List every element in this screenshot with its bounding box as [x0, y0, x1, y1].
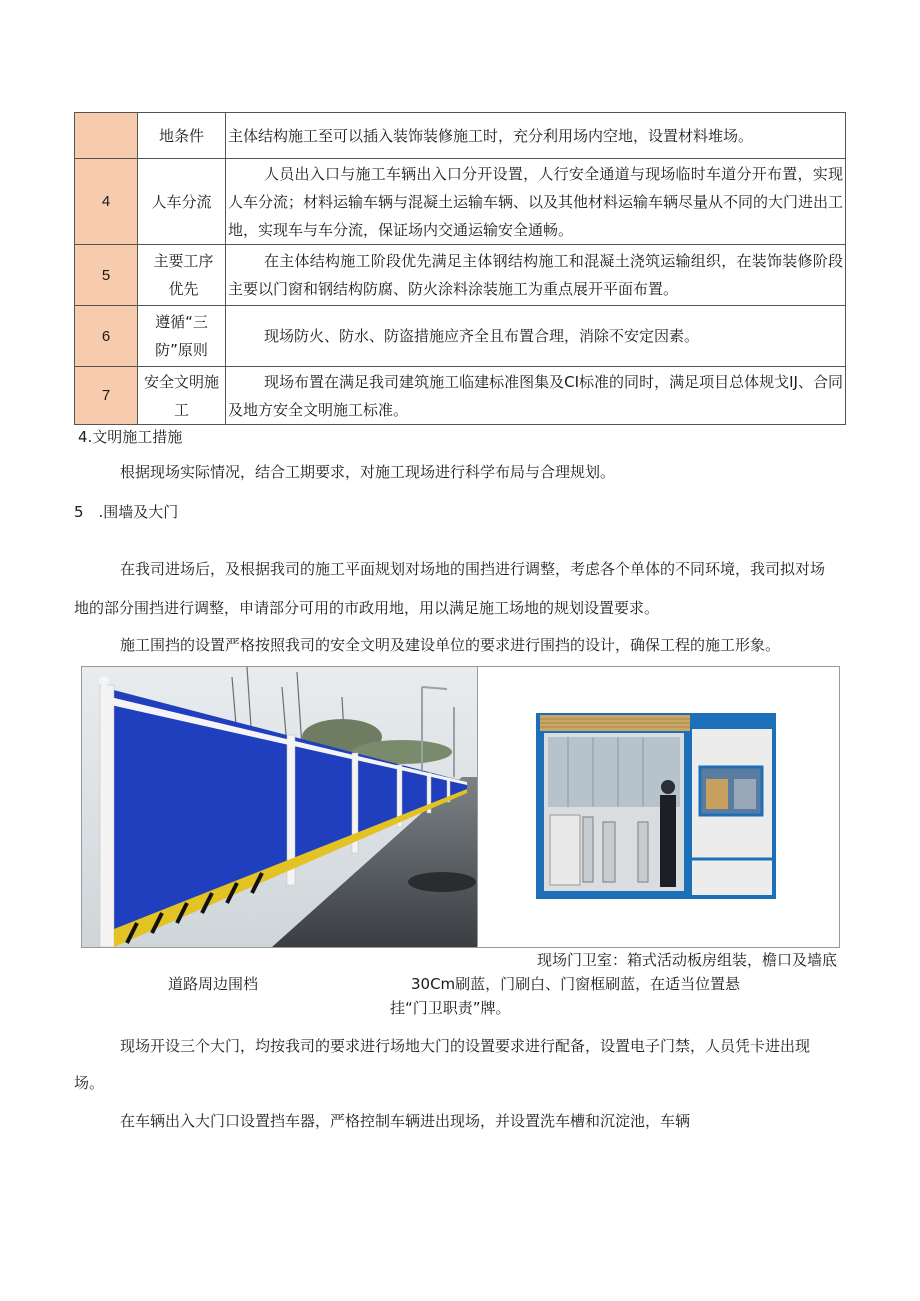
row-description	[226, 367, 846, 425]
paragraph: 根据现场实际情况，结合工期要求，对施工现场进行科学布局与合理规划。	[120, 463, 616, 481]
guard-booth-caption-line3: 挂“门卫职责”牌。	[390, 999, 511, 1017]
row-number: 4	[75, 159, 138, 245]
table-row	[75, 306, 846, 367]
row-description	[226, 113, 846, 159]
section-heading-4: 4.文明施工措施	[78, 428, 183, 446]
paragraph: 施工围挡的设置严格按照我司的安全文明及建设单位的要求进行围挡的设计，确保工程的施工形象。	[120, 636, 781, 654]
paragraph: 现场开设三个大门，均按我司的要求进行场地大门的设置要求进行配备，设置电子门禁，人员凭卡进出现	[120, 1037, 811, 1055]
row-description	[226, 159, 846, 245]
row-description-text: 主体结构施工至可以插入装饰装修施工时，充分利用场内空地，设置材料堆场。	[228, 126, 754, 145]
row-description-text: 人员出入口与施工车辆出入口分开设置，人行安全通道与现场临时车道分开布置，实现人车分流；材料运输车辆与混凝土运输车辆、以及其他材料运输车辆尽量从不同的大门进出工地，实现车与车分流，保证场内交通运输安全通畅。	[228, 164, 844, 239]
guard-booth-photo	[477, 666, 840, 948]
row-title: 安全文明施工	[138, 367, 226, 425]
row-description	[226, 306, 846, 367]
paragraph: 在车辆出入大门口设置挡车器，严格控制车辆进出现场，并设置洗车槽和沉淀池，车辆	[120, 1112, 691, 1130]
row-description-text: 现场防火、防水、防盗措施应齐全且布置合理，消除不安定因素。	[264, 327, 700, 345]
layout-principles-table	[74, 112, 846, 425]
row-title: 遵循“三防”原则	[138, 306, 226, 367]
guard-booth-image	[478, 667, 839, 947]
row-number: 6	[75, 306, 138, 367]
road-fence-caption: 道路周边围档	[168, 975, 259, 993]
row-title: 地条件	[138, 113, 226, 159]
paragraph: 场。	[74, 1074, 105, 1092]
row-number: 7	[75, 367, 138, 425]
row-title: 主要工序优先	[138, 245, 226, 306]
paragraph: 地的部分围挡进行调整，申请部分可用的市政用地，用以满足施工场地的规划设置要求。	[74, 599, 660, 617]
table-row	[75, 113, 846, 159]
row-title: 人车分流	[138, 159, 226, 245]
row-description-text: 现场布置在满足我司建筑施工临建标准图集及CI标准的同时，满足项目总体规戈IJ、合同及地方安全文明施工标准。	[228, 372, 843, 419]
section-heading-5: 5 .围墙及大门	[74, 503, 179, 521]
row-number: 5	[75, 245, 138, 306]
row-description-text: 在主体结构施工阶段优先满足主体钢结构施工和混凝土浇筑运输组织，在装饰装修阶段主要以门窗和钢结构防腐、防火涂料涂装施工为重点展开平面布置。	[228, 252, 843, 298]
row-description	[226, 245, 846, 306]
road-fence-image	[82, 667, 478, 947]
road-fence-photo	[81, 666, 478, 948]
paragraph: 在我司进场后，及根据我司的施工平面规划对场地的围挡进行调整，考虑各个单体的不同环境，我司拟对场	[120, 560, 826, 578]
row-number	[75, 113, 138, 159]
table-row	[75, 367, 846, 425]
table-row	[75, 245, 846, 306]
guard-booth-caption-line2: 30Cm刷蓝，门刷白、门窗框刷蓝，在适当位置悬	[411, 975, 741, 993]
guard-booth-caption-line1: 现场门卫室：箱式活动板房组装，檐口及墙底	[537, 951, 838, 969]
table-row	[75, 159, 846, 245]
